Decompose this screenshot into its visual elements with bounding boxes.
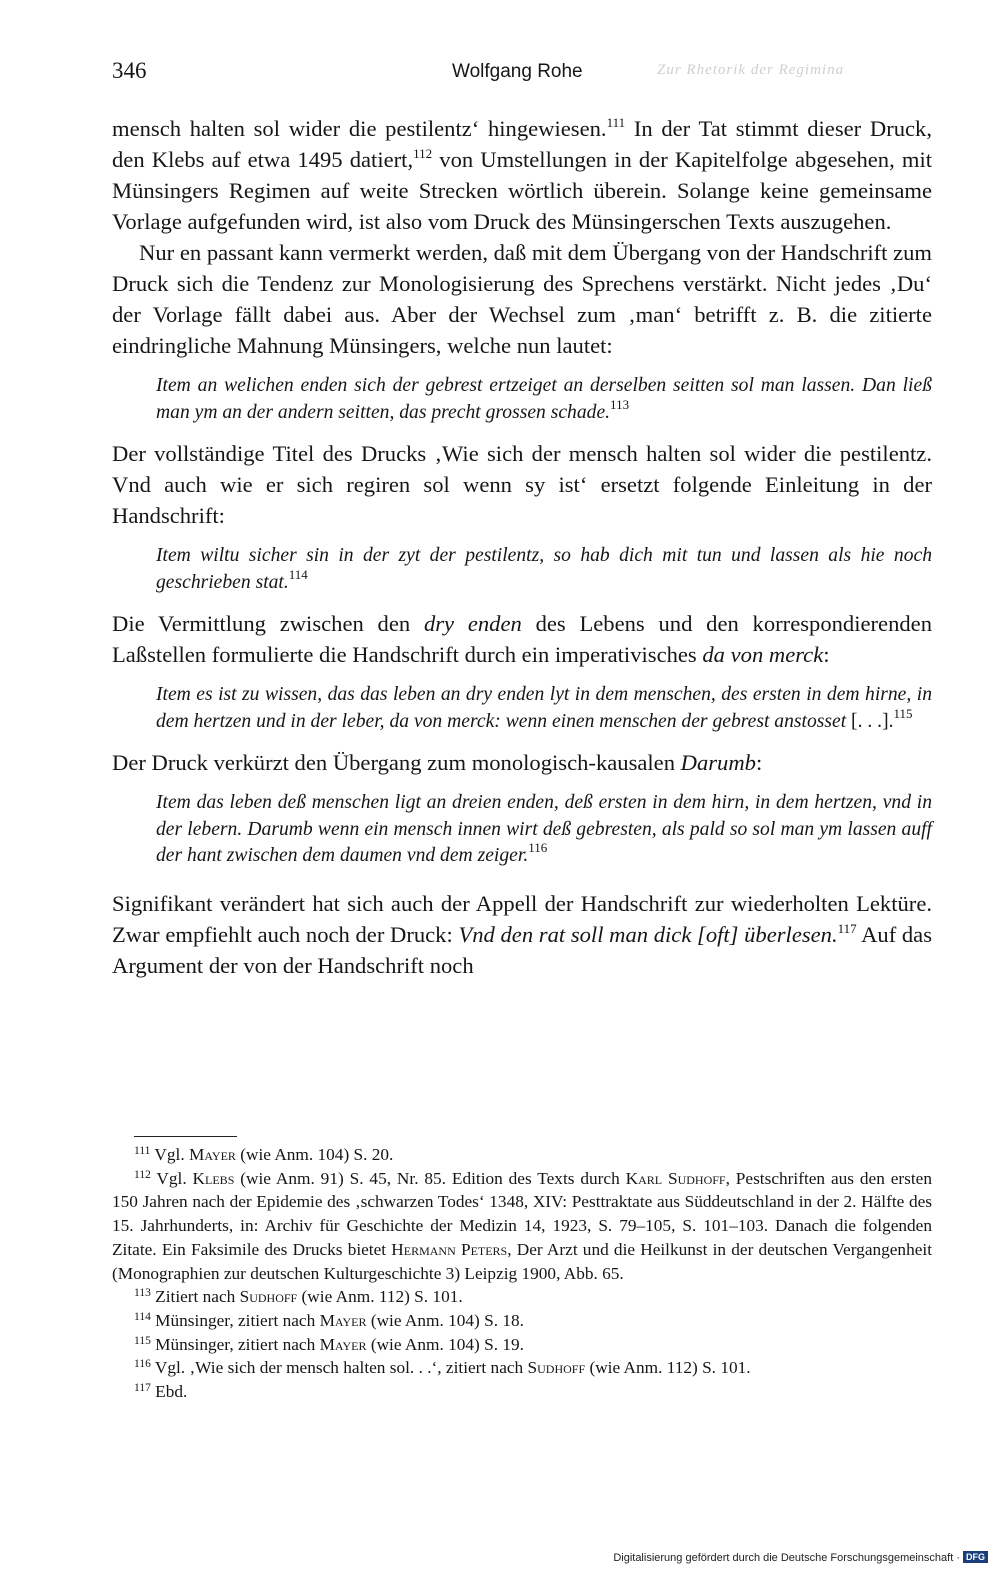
author-name: Sudhoff [239, 1287, 298, 1307]
italic-term: da von merck [702, 642, 824, 667]
footnote-text: Vgl. [154, 1145, 189, 1164]
paragraph-1 [112, 113, 932, 237]
author-name: Karl Sudhoff [625, 1168, 726, 1188]
footnote-divider [134, 1136, 237, 1137]
dfg-logo: DFG [963, 1551, 988, 1563]
footnote-117 [112, 1380, 932, 1404]
footnote-115 [112, 1333, 932, 1357]
footnote-112 [112, 1167, 932, 1286]
author-name: Klebs [192, 1168, 235, 1188]
author-name: Mayer [319, 1310, 367, 1330]
footnote-114 [112, 1309, 932, 1333]
block-quote-4 [156, 790, 932, 870]
italic-quote: Vnd den rat soll man dick [oft] überlesen. [458, 921, 838, 947]
quote-text: Item an welichen enden sich der gebrest ertzeiget an derselben seitten sol man lassen. Dan ließ man ym an der andern seitten, das precht grossen schade. [156, 375, 932, 423]
quote-text: Item das leben deß menschen ligt an dreien enden, deß ersten in dem hirn, in dem hertzen, vnd in der lebern. Darumb wenn ein mensch innen wirt deß gebresten, als pald so sol man ym lassen auff der hant zwischen dem daumen vnd dem zeiger. [156, 792, 932, 866]
footnote-text: (wie Anm. 104) S. 18. [366, 1310, 524, 1330]
author-name: Mayer [319, 1334, 367, 1354]
paragraph-2: Nur en passant kann vermerkt werden, daß mit dem Übergang von der Handschrift zum Druck sich die Tendenz zur Monologisierung des Sprechens verstärkt. Nicht jedes ‚Du‘ der Vorlage fällt dabei aus. Aber der Wechsel zum ‚man‘ betrifft z. B. die zitierte eindringliche Mahnung Münsingers, welche nun lautet: [112, 240, 932, 358]
footnote-text: (wie Anm. 104) S. 20. [235, 1145, 394, 1164]
footnote-number: 111 [134, 1145, 151, 1157]
footnote-ref-113[interactable]: 113 [610, 396, 630, 412]
text-run: des Lebens und den korrespondierenden Laßstellen formulierte die Handschrift durch ein imperativisches [112, 611, 932, 667]
quote-text: Item es ist zu wissen, das das leben an dry enden lyt in dem menschen, des ersten in dem hirne, in dem hertzen und in der leber, da von merck: wenn einen menschen der gebrest anstosset [156, 684, 932, 732]
footnote-116 [112, 1356, 932, 1380]
bleed-through-title: Zur Rhetorik der Regimina [657, 62, 845, 78]
paragraph-6 [112, 888, 932, 981]
text-run: Auf das Argument der von der Handschrift noch [112, 921, 933, 978]
footnote-text: Vgl. [156, 1168, 193, 1188]
credit-text: Digitalisierung gefördert durch die Deutsche Forschungsgemeinschaft · [613, 1552, 960, 1564]
footnote-text: (wie Anm. 112) S. 101. [585, 1358, 751, 1378]
text-run: Die Vermittlung zwischen den [112, 611, 424, 636]
footnote-number: 114 [134, 1310, 151, 1323]
text-run: : [755, 750, 763, 775]
text-run: In der Tat stimmt dieser Druck, den Klebs auf etwa 1495 datiert, [112, 116, 932, 172]
footnote-text: Münsinger, zitiert nach [155, 1334, 320, 1354]
text-run: Signifikant verändert hat sich auch der Appell der Handschrift zur wiederholten Lektüre. Zwar empfiehlt auch noch der Druck: [112, 890, 932, 947]
block-quote-1 [156, 373, 932, 426]
quote-text: Item wiltu sicher sin in der zyt der pestilentz, so hab dich mit tun und lassen als hie noch geschrieben stat. [156, 545, 932, 593]
footnote-text: (wie Anm. 104) S. 19. [366, 1334, 524, 1354]
footnote-number: 115 [134, 1334, 151, 1347]
footnote-number: 116 [134, 1358, 151, 1371]
footnote-ref-115[interactable]: 115 [893, 705, 913, 721]
footnote-text: (wie Anm. 112) S. 101. [297, 1287, 463, 1307]
page-number: 346 [112, 58, 147, 83]
author-name: Sudhoff [527, 1358, 586, 1378]
italic-term: Darumb [680, 750, 756, 775]
paragraph-3: Der vollständige Titel des Drucks ‚Wie sich der mensch halten sol wider die pestilentz. Vnd auch wie er sich regiren sol wenn sy ist‘ ersetzt folgende Einleitung in der Handschrift: [112, 441, 932, 528]
paragraph-4 [112, 608, 932, 670]
footnote-text: , Der Arzt und die Heilkunst in der deutschen Vergangenheit (Monographien zur deutschen Kulturgeschichte 3) Leipzig 1900, Abb. 65. [112, 1239, 932, 1283]
paragraph-5 [112, 747, 932, 778]
footnote-number: 117 [134, 1382, 151, 1395]
footnote-text: , Pestschriften aus den ersten 150 Jahren nach der Epidemie des ‚schwarzen Todes‘ 1348, XIV: Pesttraktate aus Süddeutschland in der 2. Hälfte des 15. Jahrhunderts, in: Archiv für Geschichte der Medizin 14, 1923, S. 79–105, S. 101–103. Danach die folgenden Zitate. Ein Faksimile des Drucks bietet [112, 1168, 932, 1259]
footnote-ref-116[interactable]: 116 [528, 840, 548, 855]
text-run: : [823, 642, 830, 667]
main-text [112, 113, 932, 981]
author-name: Hermann Peters [391, 1239, 508, 1259]
footnote-text: Vgl. ‚Wie sich der mensch halten sol. . .‘, zitiert nach [154, 1358, 528, 1378]
text-run: Der Druck verkürzt den Übergang zum monologisch-kausalen [112, 750, 681, 775]
footnotes [112, 1143, 932, 1404]
footnote-113 [112, 1285, 932, 1309]
italic-term: dry enden [423, 611, 522, 636]
ellipsis: [. . .]. [846, 710, 894, 732]
footnote-ref-112[interactable]: 112 [413, 146, 433, 161]
footnote-text: Münsinger, zitiert nach [155, 1310, 320, 1330]
footnote-ref-114[interactable]: 114 [288, 566, 308, 582]
footnote-111 [112, 1143, 932, 1167]
block-quote-3 [156, 682, 932, 735]
footnote-number: 113 [134, 1287, 151, 1300]
text-run: mensch halten sol wider die pestilentz‘ hingewiesen. [112, 116, 607, 141]
footnote-text: (wie Anm. 91) S. 45, Nr. 85. Edition des Texts durch [234, 1168, 626, 1188]
running-head [112, 58, 932, 88]
footnote-text: Zitiert nach [155, 1287, 240, 1307]
running-title-author: Wolfgang Rohe [452, 61, 583, 82]
digitization-credit [613, 1551, 988, 1564]
block-quote-2 [156, 543, 932, 596]
footnote-text: Ebd. [155, 1382, 188, 1402]
text-run: von Umstellungen in der Kapitelfolge abgesehen, mit Münsingers Regimen auf weite Strecken wörtlich überein. Solange keine gemeinsame Vorlage aufgefunden wird, ist also vom Druck des Münsingerschen Texts auszugehen. [112, 147, 932, 234]
footnote-ref-111[interactable]: 111 [606, 115, 626, 130]
footnote-ref-117[interactable]: 117 [837, 920, 857, 936]
author-name: Mayer [188, 1145, 236, 1164]
footnote-number: 112 [134, 1168, 151, 1181]
